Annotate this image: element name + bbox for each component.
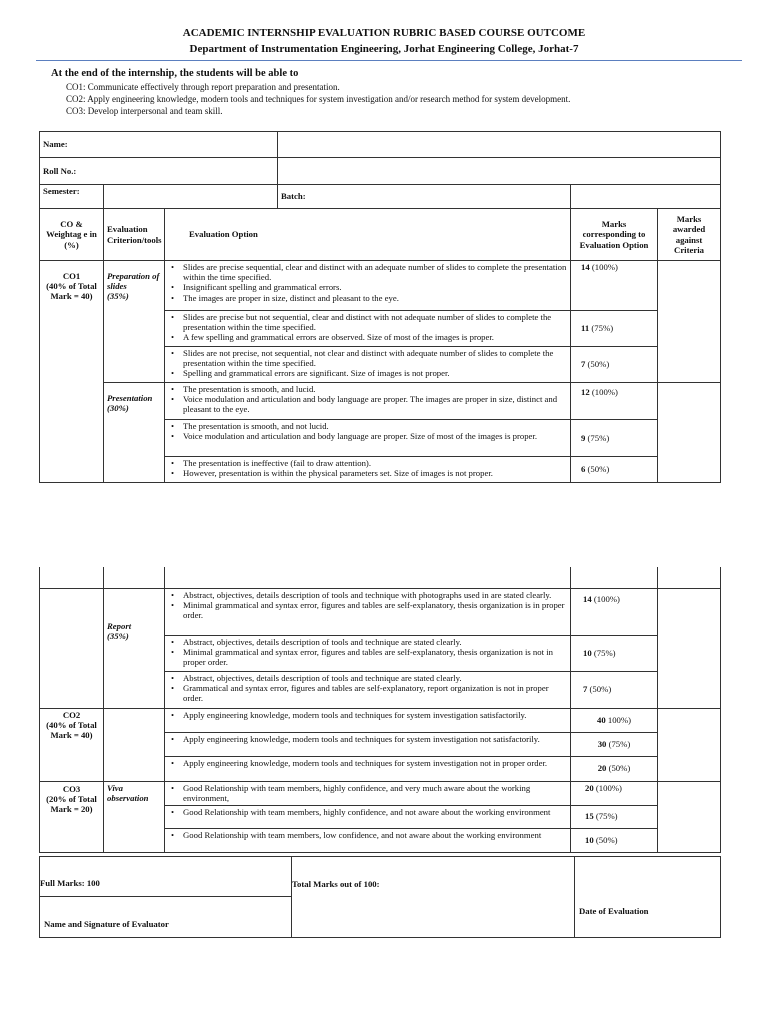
mark-value: 30 [597,738,607,749]
co3-weight: (20% of Total Mark = 20) [46,793,97,814]
semester-label: Semester: [40,185,104,209]
co3-opt1-bullet-1: • Good Relationship with team members, highly confidence, and very much aware about the working environment, [183,783,567,803]
presentation-option-3 [165,457,571,483]
pres-opt1-marks [571,383,658,420]
slides-awarded-cell[interactable] [658,261,721,383]
mark-pct: (100%) [591,387,618,397]
co3-option-2 [165,805,571,828]
col-header-criterion: Evaluation Criterion/tools [104,209,165,261]
col-header-co: CO & Weightag e in (%) [40,209,104,261]
mark-value: 7 [581,359,586,370]
report-opt3-marks [571,671,658,708]
student-info-table [39,131,721,209]
co2-opt3-bullet-1: • Apply engineering knowledge, modern tools and techniques for system investigation not in proper order. [183,758,567,768]
col-header-option: Evaluation Option [165,209,571,261]
presentation-option-2 [165,420,571,457]
report-option-2 [165,635,571,671]
pres-opt2-bullet-2: • Voice modulation and articulation and body language are proper. Size of most of the images is proper. [183,431,567,441]
co3-opt2-marks [571,805,658,828]
criterion-report-pct: (35%) [107,630,129,641]
co1-label: CO1 [62,271,81,281]
report-opt1-bullet-1: • Abstract, objectives, details description of tools and technique with photographs used in are stated clearly. [183,590,567,600]
mark-value: 9 [581,432,586,443]
mark-value: 14 [583,593,592,604]
slides-opt1-marks [571,261,658,311]
report-opt2-marks [571,635,658,671]
batch-label: Batch: [278,185,571,209]
report-option-1 [165,588,571,635]
mark-value: 20 [597,763,607,774]
name-label: Name: [40,132,278,158]
presentation-option-1 [165,383,571,420]
continuation-cell-2 [104,567,165,588]
report-option-3 [165,671,571,708]
continuation-cell-5 [658,567,721,588]
slides-opt3-marks [571,347,658,383]
mark-value: 40 [596,714,606,725]
co1-cell [40,261,104,483]
criterion-slides-pct: (35%) [107,291,129,302]
mark-pct: (50%) [595,834,618,845]
pres-opt1-bullet-2: • Voice modulation and articulation and body language are proper. The images are proper in size, distinct and pleasant to the eye. [183,394,567,414]
mark-value: 12 [581,387,590,397]
mark-value: 11 [581,323,590,334]
report-opt1-marks [571,588,658,635]
mark-value: 20 [585,782,594,793]
co3-criterion-cell [104,781,165,852]
name-value-cell[interactable] [278,132,721,158]
mark-pct: (75%) [593,647,616,658]
co3-cell [40,781,104,852]
evaluator-signature-label: Name and Signature of Evaluator [40,897,292,938]
roll-label: Roll No.: [40,158,278,185]
pres-opt1-bullet-1: • The presentation is smooth, and lucid. [183,384,567,394]
criterion-slides-cell [104,261,165,383]
rubric-table-part1 [39,208,721,483]
co3-option-1 [165,781,571,805]
criterion-viva: Viva observation [107,782,149,803]
slides-opt3-bullet-2: • Spelling and grammatical errors are significant. Size of images is not proper. [183,368,567,378]
slides-opt1-bullet-1: • Slides are precise sequential, clear and distinct with an adequate number of slides to complete the presentation within the time specified. [183,262,567,282]
col-header-awarded: Marks awarded against Criteria [658,209,721,261]
criterion-report-name: Report [107,620,132,631]
criterion-report-cell [104,588,165,708]
mark-pct: 100%) [607,714,632,725]
co2-opt2-bullet-1: • Apply engineering knowledge, modern tools and techniques for system investigation not satisfactorily. [183,734,567,744]
co2-opt3-marks [571,756,658,781]
mark-value: 10 [585,834,594,845]
pres-opt3-marks [571,457,658,483]
co3-opt1-marks [571,781,658,805]
slides-opt2-bullet-2: • A few spelling and grammatical errors are observed. Size of most of the images is proper. [183,332,567,342]
mark-value: 14 [581,262,590,272]
date-of-evaluation-label: Date of Evaluation [575,857,721,938]
mark-value: 10 [583,647,592,658]
continuation-cell-4 [571,567,658,588]
slides-opt1-bullet-3: • The images are proper in size, distinct and pleasant to the eye. [183,293,567,303]
report-opt2-bullet-1: • Abstract, objectives, details description of tools and technique are stated clearly. [183,637,567,647]
batch-value-cell[interactable] [571,185,721,209]
continuation-cell-1 [40,567,104,588]
co2-label: CO2 [62,709,81,720]
co2-option-3 [165,756,571,781]
semester-value-cell[interactable] [104,185,278,209]
slides-option-3 [165,347,571,383]
col-header-marks: Marks corresponding to Evaluation Option [571,209,658,261]
co3-opt2-bullet-1: • Good Relationship with team members, highly confidence, and not aware about the working environment [183,807,567,817]
mark-pct: (75%) [608,738,631,749]
co2-opt1-bullet-1: • Apply engineering knowledge, modern tools and techniques for system investigation satisfactorily. [183,710,567,720]
co2-awarded-cell[interactable] [658,708,721,781]
mark-pct: (75%) [595,811,618,822]
co3-option-3 [165,828,571,852]
mark-value: 7 [583,684,588,695]
report-opt2-bullet-2: • Minimal grammatical and syntax error, figures and tables are self-explanatory, thesis organization is not in proper order. [183,647,567,667]
criterion-presentation-cell [104,383,165,483]
report-opt3-bullet-1: • Abstract, objectives, details description of tools and technique are stated clearly. [183,673,567,683]
co2-cell [40,708,104,781]
rubric-table-part2 [39,567,721,853]
course-outcome-1: CO1: Communicate effectively through report preparation and presentation. [66,82,340,92]
slides-option-2 [165,311,571,347]
mark-value: 6 [581,464,586,475]
pres-opt2-marks [571,420,658,457]
co3-opt3-marks [571,828,658,852]
criterion-presentation-pct: (30%) [107,403,129,414]
course-outcome-2: CO2: Apply engineering knowledge, modern tools and techniques for system investigation and/or research method for system development. [66,94,571,104]
continuation-cell-3 [165,567,571,588]
slides-opt2-bullet-1: • Slides are precise but not sequential, clear and distinct with not adequate number of slides to complete the presentation within the time specified. [183,312,567,332]
co1-weight: (40% of Total Mark = 40) [46,281,97,302]
course-outcome-3: CO3: Develop interpersonal and team skill. [66,106,223,116]
evaluation-footer-table [39,856,721,938]
co3-label: CO3 [62,783,81,794]
slides-option-1 [165,261,571,311]
mark-pct: (100%) [593,593,620,604]
mark-value: 15 [585,811,594,822]
co3-opt3-bullet-1: • Good Relationship with team members, low confidence, and not aware about the working environment [183,830,567,840]
co2-opt2-marks [571,732,658,756]
mark-pct: (75%) [587,432,610,443]
roll-value-cell[interactable] [278,158,721,185]
report-opt3-bullet-2: • Grammatical and syntax error, figures and tables are self-explanatory, report organization is not in proper order. [183,683,567,703]
criterion-slides-name: Preparation of slides [107,271,160,292]
header-divider [36,60,742,61]
department-line: Department of Instrumentation Engineering, Jorhat Engineering College, Jorhat-7 [189,43,579,55]
presentation-awarded-cell[interactable] [658,383,721,483]
report-awarded-cell[interactable] [658,588,721,708]
co2-option-2 [165,732,571,756]
pres-opt2-bullet-1: • The presentation is smooth, and not lucid. [183,421,567,431]
mark-pct: (100%) [591,262,618,272]
full-marks-label: Full Marks: 100 [40,857,292,897]
intro-text: At the end of the internship, the students will be able to [51,68,299,79]
mark-pct: (50%) [587,359,610,370]
mark-pct: (50%) [608,763,631,774]
report-opt1-bullet-2: • Minimal grammatical and syntax error, figures and tables are self-explanatory, thesis organization is in proper order. [183,600,567,620]
co2-opt1-marks [571,708,658,732]
slides-opt2-marks [571,311,658,347]
mark-pct: (100%) [595,782,622,793]
mark-pct: (50%) [587,464,610,475]
co2-weight: (40% of Total Mark = 40) [46,719,97,740]
co3-awarded-cell[interactable] [658,781,721,852]
pres-opt3-bullet-1: • The presentation is ineffective (fail to draw attention). [183,458,567,468]
document-title: ACADEMIC INTERNSHIP EVALUATION RUBRIC BASED COURSE OUTCOME [182,27,586,39]
total-marks-label: Total Marks out of 100: [292,857,575,938]
mark-pct: (75%) [591,323,614,334]
pres-opt3-bullet-2: • However, presentation is within the physical parameters set. Size of images is not proper. [183,468,567,478]
mark-pct: (50%) [589,684,612,695]
slides-opt3-bullet-1: • Slides are not precise, not sequential, not clear and distinct with adequate number of slides to complete the presentation within the time specified. [183,348,567,368]
co2-criterion-cell [104,708,165,781]
co1-continued-cell [40,588,104,708]
co2-option-1 [165,708,571,732]
slides-opt1-bullet-2: • Insignificant spelling and grammatical errors. [183,282,567,292]
criterion-presentation-name: Presentation [107,393,153,403]
